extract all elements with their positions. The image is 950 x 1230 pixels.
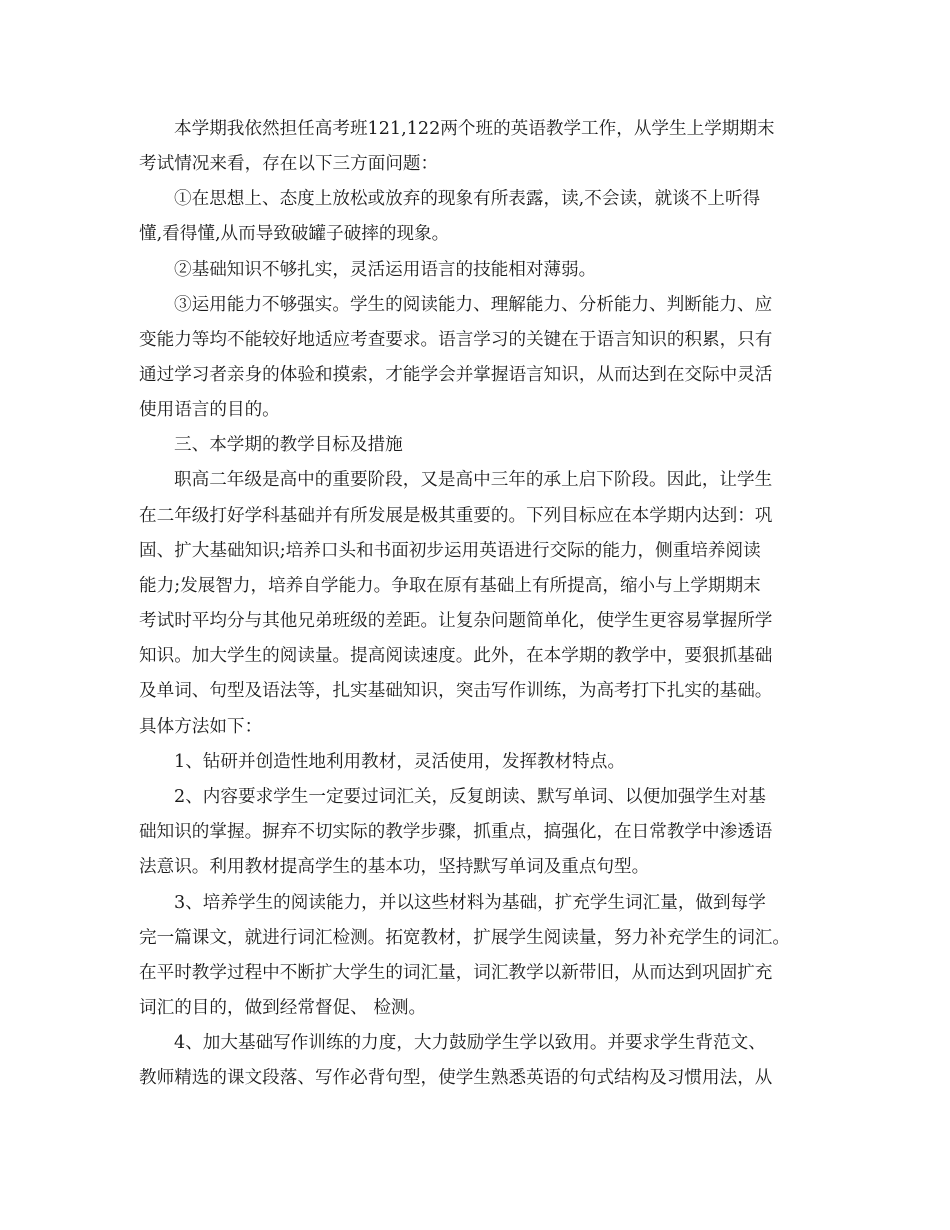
paragraph-line: 完一篇课文，就进行词汇检测。拓宽教材，扩展学生阅读量，努力补充学生的词汇。: [139, 928, 790, 948]
paragraph-line: 教师精选的课文段落、写作必背句型，使学生熟悉英语的句式结构及习惯用法，从: [139, 1068, 773, 1088]
list-item: 3、培养学生的阅读能力，并以这些材料为基础，扩充学生词汇量，做到每学: [174, 893, 766, 913]
paragraph-line: 知识。加大学生的阅读量。提高阅读速度。此外，在本学期的教学中，要狠抓基础: [139, 646, 773, 666]
list-item: 1、钻研并创造性地利用教材，灵活使用，发挥教材特点。: [174, 752, 626, 772]
paragraph-line: 使用语言的目的。: [139, 400, 280, 420]
paragraph-line: ②基础知识不够扎实，灵活运用语言的技能相对薄弱。: [174, 260, 597, 280]
paragraph-line: ①在思想上、态度上放松或放弃的现象有所表露，读,不会读，就谈不上听得: [174, 189, 761, 209]
paragraph-line: 在平时教学过程中不断扩大学生的词汇量，词汇教学以新带旧，从而达到巩固扩充: [139, 963, 773, 983]
paragraph-line: 本学期我依然担任高考班121,122两个班的英语教学工作，从学生上学期期末: [174, 119, 775, 139]
paragraph-line: 变能力等均不能较好地适应考查要求。语言学习的关键在于语言知识的积累，只有: [139, 330, 773, 350]
paragraph-line: 词汇的目的，做到经常督促、 检测。: [139, 998, 427, 1018]
paragraph-line: 通过学习者亲身的体验和摸索，才能学会并掌握语言知识，从而达到在交际中灵活: [139, 365, 773, 385]
paragraph-line: 及单词、句型及语法等，扎实基础知识，突击写作训练，为高考打下扎实的基础。: [139, 681, 773, 701]
paragraph-line: 在二年级打好学科基础并有所发展是极其重要的。下列目标应在本学期内达到：巩: [139, 506, 773, 526]
list-item: 4、加大基础写作训练的力度，大力鼓励学生学以致用。并要求学生背范文、: [174, 1033, 766, 1053]
paragraph-line: 职高二年级是高中的重要阶段，又是高中三年的承上启下阶段。因此，让学生: [174, 470, 773, 490]
paragraph-line: 懂,看得懂,从而导致破罐子破摔的现象。: [139, 224, 450, 244]
paragraph-line: ③运用能力不够强实。学生的阅读能力、理解能力、分析能力、判断能力、应: [174, 295, 773, 315]
paragraph-line: 考试情况来看，存在以下三方面问题：: [139, 154, 439, 174]
paragraph-line: 考试时平均分与其他兄弟班级的差距。让复杂问题简单化，使学生更容易掌握所学: [139, 611, 773, 631]
section-heading: 三、本学期的教学目标及措施: [174, 435, 403, 455]
list-item: 2、内容要求学生一定要过词汇关，反复朗读、默写单词、以便加强学生对基: [174, 787, 766, 807]
paragraph-line: 法意识。利用教材提高学生的基本功，坚持默写单词及重点句型。: [139, 857, 650, 877]
paragraph-line: 固、扩大基础知识;培养口头和书面初步运用英语进行交际的能力，侧重培养阅读: [139, 541, 761, 561]
paragraph-line: 能力;发展智力，培养自学能力。争取在原有基础上有所提高，缩小与上学期期末: [139, 576, 761, 596]
paragraph-line: 础知识的掌握。摒弃不切实际的教学步骤，抓重点，搞强化，在日常教学中渗透语: [139, 822, 773, 842]
paragraph-line: 具体方法如下：: [139, 717, 263, 737]
